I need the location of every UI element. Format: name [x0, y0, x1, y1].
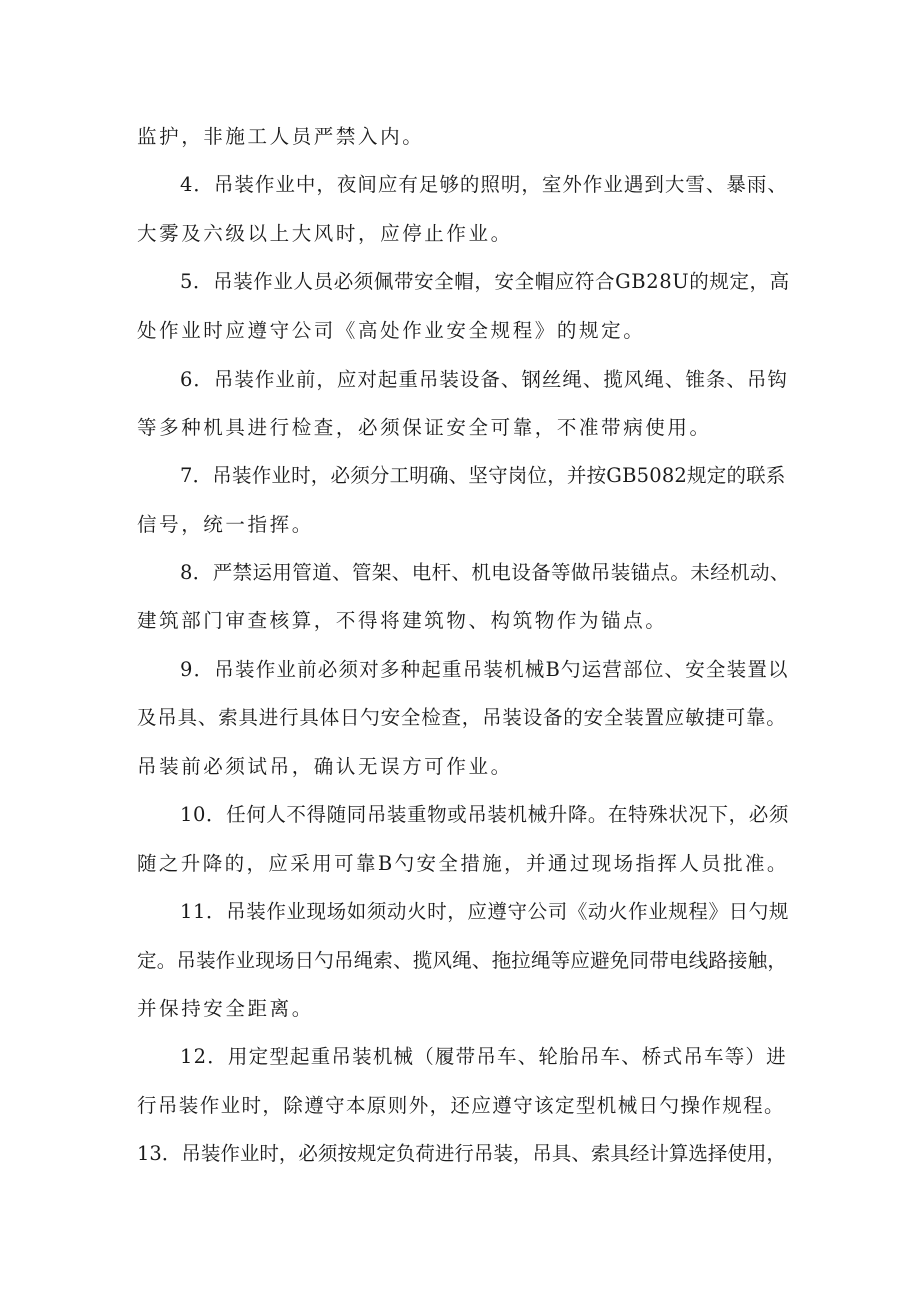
- text-line: 11．吊装作业现场如须动火时，应遵守公司《动火作业规程》日勺规: [180, 900, 789, 923]
- text-line: 信号，统一指挥。: [137, 513, 314, 536]
- text-line: 行吊装作业时，除遵守本原则外，还应遵守该定型机械日勺操作规程。: [137, 1094, 785, 1117]
- text-line: 5．吊装作业人员必须佩带安全帽，安全帽应符合GB28U的规定，高: [180, 270, 790, 293]
- text-line: 吊装前必须试吊，确认无误方可作业。: [137, 755, 513, 778]
- text-line: 定。吊装作业现场日勺吊绳索、揽风绳、拖拉绳等应避免同带电线路接触，: [137, 949, 788, 972]
- text-line: 监护，非施工人员严禁入内。: [137, 125, 425, 148]
- text-line: 12．用定型起重吊装机械（履带吊车、轮胎吊车、桥式吊车等）进: [180, 1045, 787, 1068]
- text-line: 大雾及六级以上大风时，应停止作业。: [137, 222, 513, 245]
- text-line: 7．吊装作业时，必须分工明确、坚守岗位，并按GB5082规定的联系: [180, 464, 786, 487]
- text-line: 8．严禁运用管道、管架、电杆、机电设备等做吊装锚点。未经机动、: [180, 561, 790, 584]
- text-line: 6．吊装作业前，应对起重吊装设备、钢丝绳、揽风绳、锥条、吊钩: [180, 368, 788, 391]
- text-line: 等多种机具进行检查，必须保证安全可靠，不准带病使用。: [137, 416, 712, 439]
- text-line: 随之升降的，应采用可靠B勺安全措施，并通过现场指挥人员批准。: [137, 852, 789, 875]
- text-line: 4．吊装作业中，夜间应有足够的照明，室外作业遇到大雪、暴雨、: [180, 173, 788, 196]
- text-line: 建筑部门审查核算，不得将建筑物、构筑物作为锚点。: [137, 609, 668, 632]
- text-line: 13．吊装作业时，必须按规定负荷进行吊装，吊具、索具经计算选择使用，: [137, 1142, 786, 1165]
- text-line: 9．吊装作业前必须对多种起重吊装机械B勺运营部位、安全装置以: [180, 658, 789, 681]
- text-line: 并保持安全距离。: [137, 997, 314, 1020]
- text-line: 及吊具、索具进行具体日勺安全检查，吊装设备的安全装置应敏捷可靠。: [137, 706, 787, 729]
- text-line: 处作业时应遵守公司《高处作业安全规程》的规定。: [137, 319, 646, 342]
- text-line: 10．任何人不得随同吊装重物或吊装机械升降。在特殊状况下，必须: [180, 803, 789, 826]
